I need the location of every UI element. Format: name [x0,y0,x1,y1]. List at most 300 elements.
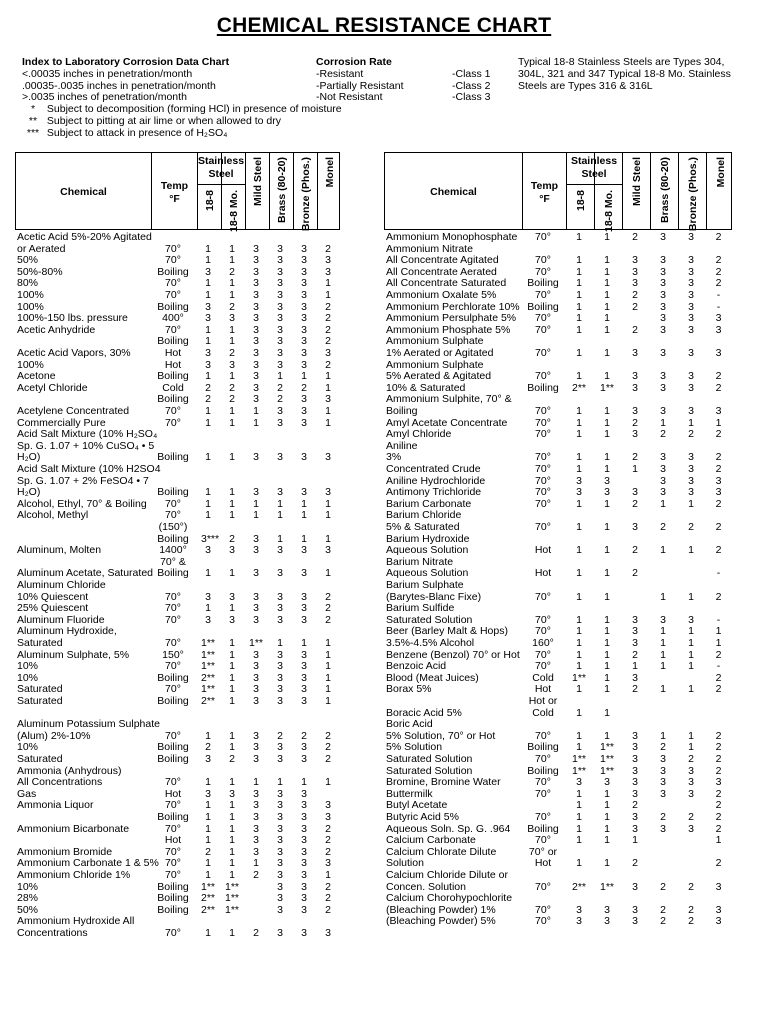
rating-cell: 1 [205,416,211,429]
rating-cell: 1 [604,312,610,325]
corrosion-legend [316,57,506,104]
chemical-name: 10% [17,741,39,754]
rating-cell: 1** [600,381,615,394]
chemical-name: (Bleaching Powder) 1% [386,903,496,916]
rating-cell: 1 [229,776,235,789]
temp-cell: 70° [165,822,181,835]
table-row [15,812,355,823]
rating-cell: 2 [301,381,307,394]
chemical-name: 5% Solution, 70° or Hot [386,729,496,742]
rating-cell: 3 [253,335,259,348]
rate-row: -Resistant -Class 1 [316,67,491,80]
header-mild-steel: Mild Steel [622,153,650,229]
rating-cell: 3 [632,347,638,359]
chemical-name: Saturated [17,637,63,649]
table-row [384,731,732,742]
table-row [15,336,355,347]
rating-cell: 2 [229,347,235,359]
temp-cell: 70° [535,613,551,626]
rating-cell: 3 [660,289,666,301]
temp-cell: 70° [165,776,181,789]
rating-cell: 1 [325,637,331,649]
table-row [384,824,732,835]
temp-cell: 70° [535,648,551,661]
rating-cell: 3*** [201,532,220,545]
rating-cell: 3 [301,451,307,464]
rating-cell: 1 [229,254,235,267]
rating-cell: 2 [325,741,331,754]
temp-cell: 70° [535,347,551,359]
rating-cell: 2 [325,845,331,858]
rating-cell: 3 [229,358,235,371]
rating-cell: 1 [229,857,235,870]
rating-cell: 3 [277,741,283,754]
rating-cell: 3 [660,613,666,626]
temp-cell: 70° [165,289,181,301]
chemical-name: 100% [17,358,44,371]
rating-cell: 3 [576,474,582,487]
rating-cell: 3 [576,915,582,928]
index-line: .00035-.0035 inches in penetration/month [22,79,216,92]
rating-cell: 2 [715,799,722,812]
rating-cell: 3 [277,416,283,429]
rating-cell: 1 [205,927,211,939]
rating-cell: 3 [301,289,307,301]
table-row [15,824,355,835]
rating-cell: 2 [660,915,666,928]
rating-cell: 3 [277,358,283,371]
rating-cell: - [716,567,721,580]
rating-cell: 1 [253,416,259,429]
chemical-name: Boric Acid [386,718,433,731]
rating-cell: 1 [632,463,638,475]
rating-cell: 1 [604,567,610,580]
chemical-name: Boracic Acid 5% [386,706,462,719]
rating-cell: 3 [632,405,638,417]
rating-cell: 2 [277,729,283,742]
rating-cell: 3 [205,347,211,359]
rating-cell: 1 [604,799,610,812]
rating-cell: 3 [253,358,259,371]
rating-cell: 2 [229,532,235,545]
rating-cell: 3 [660,323,666,336]
rating-cell: 2 [688,753,694,765]
chemical-name: 50% [17,254,39,267]
rating-cell: 1** [600,753,615,765]
table-row [15,545,355,556]
header-chemical: Chemical [430,186,477,198]
rating-cell: 1 [253,857,259,870]
chemical-name: Ammonium Oxalate 5% [386,289,497,301]
rating-cell: 3 [688,405,694,417]
rating-cell: 3 [253,544,259,557]
rating-cell: 1 [688,590,694,603]
rating-cell: 3 [253,300,259,313]
table-row [384,777,732,788]
rating-cell: 2 [715,428,722,441]
temp-cell: Hot [164,358,182,371]
rating-cell: 3 [205,544,211,557]
rating-cell: 1 [576,265,582,278]
rating-cell: 1 [205,405,211,417]
table-row [15,580,355,591]
rating-cell: 3 [253,532,259,545]
rating-cell: 1 [604,231,610,243]
table-row [384,568,732,579]
rating-cell: 1 [688,637,694,649]
rating-cell: 2 [715,729,722,742]
rating-cell: 3 [301,486,307,499]
chemical-name: Amyl Acetate Concentrate [386,416,508,429]
table-row [15,673,355,684]
table-row [384,302,732,313]
rating-cell: 3 [688,381,694,394]
rating-cell: 3 [576,903,582,916]
table-row [15,290,355,301]
rating-cell: 1 [325,671,331,684]
rating-cell: 3 [301,648,307,661]
rating-cell: 1 [604,277,610,290]
table-row [15,487,355,498]
rating-cell: 3 [277,544,283,557]
table-row [15,847,355,858]
rating-cell: 2 [632,567,638,580]
table-row [384,870,732,881]
chemical-name: Acetone [17,370,56,383]
chemical-name: 10% & Saturated [386,381,466,394]
rating-cell: 3 [277,857,283,870]
temp-cell: 400° [162,312,184,325]
rating-cell: 3 [325,486,331,499]
rating-cell: 3 [715,903,722,916]
rating-cell: 3 [301,393,307,406]
rating-cell: 1 [205,869,211,881]
header-18-8: 18-8 [566,153,594,229]
rating-cell: 3 [205,312,211,325]
header-bronze: Bronze (Phos.) [293,153,317,229]
chemical-name: All Concentrate Agitated [386,254,499,267]
rating-cell: 1** [225,892,240,905]
temp-cell: 70° [535,811,551,823]
rating-cell: 3 [688,776,694,789]
table-row [15,800,355,811]
rating-cell: 3 [253,393,259,406]
rating-cell: 1 [277,497,283,510]
chemical-name: Calcium Chlorate Dilute [386,845,497,858]
chemical-name: Aluminum Potassium Sulphate [17,718,160,731]
chemical-name: Acetic Anhydride [17,323,96,336]
rating-cell: 2 [715,265,722,278]
temp-cell: 70° [165,254,181,267]
table-row [15,661,355,672]
temp-cell: 70° [535,265,551,278]
rating-cell: 1 [229,289,235,301]
rating-cell: 2 [660,428,666,441]
rating-cell: 1 [576,463,582,475]
rating-cell: 3 [253,683,259,696]
temp-cell: 70° or [528,845,558,858]
rating-cell: 1 [253,509,259,522]
table-row [15,592,355,603]
temp-cell: 70° [535,729,551,742]
chemical-name: Sp. G. 1.07 + 10% CuSO₄ • 5 [17,439,155,452]
temp-cell: 70° [535,903,551,916]
rating-cell: 3 [325,393,331,406]
rating-cell: 3 [715,915,722,928]
rating-cell: 3 [301,602,307,615]
temp-cell: Cold [162,381,184,394]
rating-cell: 3 [253,590,259,603]
temp-cell: 70° [535,254,551,267]
rating-cell: 1 [205,254,211,267]
chemical-name: Aniline [386,439,418,452]
table-row [384,650,732,661]
rating-cell: 3 [277,927,283,939]
rating-cell: 1 [604,451,610,464]
table-row [15,418,355,429]
rating-cell: 3 [277,845,283,858]
rating-cell: 3 [325,451,331,464]
chemical-name: All Concentrate Aerated [386,265,497,278]
temp-cell: 70° [535,416,551,429]
rating-cell: 1 [688,497,694,510]
rating-cell: 3 [277,695,283,707]
chemical-name: Ammonium Sulphate [386,358,484,371]
temp-cell: 70° & [160,555,186,568]
rating-cell: 3 [688,370,694,383]
chemical-name: 50%-80% [17,265,63,278]
temp-cell: 70° [535,834,551,847]
rating-cell: 3 [632,822,638,835]
temp-cell: Boiling [527,381,559,394]
rating-cell: 1 [205,242,211,255]
rating-cell: - [716,660,721,673]
rating-cell: 3 [301,903,307,916]
rating-cell: 3 [253,381,259,394]
rating-cell: 1** [600,880,615,893]
chemical-name: H₂O) [17,486,41,499]
temp-cell: 70° [535,915,551,928]
table-row [384,429,732,440]
temp-cell: 70° [535,323,551,336]
table-row [384,394,732,405]
rating-cell: - [716,613,721,626]
rating-cell: 3 [301,834,307,847]
temp-cell: Boiling [157,695,189,707]
rating-cell: 1 [205,323,211,336]
rating-cell: 3 [632,486,638,499]
rating-cell: 3 [277,822,283,835]
rate-row: -Not Resistant -Class 3 [316,91,491,104]
chemical-name: H₂O) [17,451,41,464]
chemical-name: Calcium Carbonate [386,834,476,847]
chemical-name: Ammonium Nitrate [386,242,473,255]
table-header [15,152,340,233]
table-row [15,499,355,510]
rating-cell: 1 [576,254,582,267]
rating-cell: 1 [576,323,582,336]
temp-cell: 70° [165,613,181,626]
table-row [384,313,732,324]
rating-cell: 1 [325,370,331,383]
rating-cell: 3 [325,799,331,812]
chemical-name: Acetyl Chloride [17,381,88,394]
chemical-name: Sp. G. 1.07 + 2% FeSO4 • 7 [17,474,149,487]
rating-cell: 1 [277,776,283,789]
table-row [384,476,732,487]
rating-cell: 2 [301,729,307,742]
rating-cell: 2 [688,811,694,823]
chemical-name: Boiling [386,405,418,417]
table-row [384,835,732,846]
rating-cell: 2 [277,393,283,406]
rating-cell: 3 [688,463,694,475]
chemical-name: Benzene (Benzol) 70° or Hot [386,648,520,661]
rating-cell: 3 [253,822,259,835]
temp-cell: Hot or [528,695,558,707]
rating-cell: 3 [205,358,211,371]
table-row [15,754,355,765]
rating-cell: 1 [604,590,610,603]
temp-cell: Boiling [157,903,189,916]
rating-cell: 2 [660,741,666,754]
table-row [15,777,355,788]
rating-cell: 1 [205,822,211,835]
rating-cell: 1 [576,741,582,754]
rating-cell: 2 [715,463,722,475]
rating-cell: 3 [715,474,722,487]
rating-cell: 3 [660,405,666,417]
rating-cell: 3 [277,254,283,267]
rating-cell: 1 [632,660,638,673]
rating-cell: 1 [688,544,694,557]
table-row [15,789,355,800]
rating-cell: 3 [660,370,666,383]
table-row [384,255,732,266]
chemical-name: 10% [17,671,39,684]
rating-cell: 1 [660,637,666,649]
rating-cell: 3 [688,289,694,301]
chemical-name: Ammonium Monophosphate [386,231,518,243]
table-row [384,406,732,417]
rating-cell: 2 [715,671,722,684]
rating-cell: 3 [253,834,259,847]
table-row [15,731,355,742]
rating-cell: 1 [205,776,211,789]
rating-cell: 1 [325,277,331,290]
chemical-name: or Aerated [17,242,66,255]
chemical-name: 10% [17,880,39,893]
rating-cell: 1 [604,497,610,510]
rating-cell: 3 [277,265,283,278]
table-row [15,568,355,579]
table-row [15,452,355,463]
rating-cell: 1 [229,927,235,939]
table-row [15,905,355,916]
header-stainless-steel: Stainless Steel [197,153,245,185]
rating-cell: 3 [253,671,259,684]
rating-cell: 3 [277,613,283,626]
rating-cell: 1 [604,822,610,835]
rating-cell: 1 [576,544,582,557]
rating-cell: 3 [253,648,259,661]
rating-cell: 3 [604,903,610,916]
rating-cell: 1 [325,648,331,661]
temp-cell: 1400° [159,544,187,557]
rating-cell: 2 [660,811,666,823]
table-row [15,626,355,637]
table-row [384,603,732,614]
rating-cell: 1 [604,405,610,417]
rating-cell: 1 [301,532,307,545]
rating-cell: 2 [632,300,638,313]
rating-cell: 1 [205,486,211,499]
temp-cell: Boiling [527,741,559,754]
rating-cell: 2 [325,300,331,313]
rating-cell: 1 [604,323,610,336]
rating-cell: 3 [660,776,666,789]
temp-cell: 70° [535,776,551,789]
table-row [15,255,355,266]
rating-cell: 3 [632,753,638,765]
temp-cell: Hot [534,683,552,696]
rating-cell: 1 [576,822,582,835]
rating-cell: 3 [301,892,307,905]
temp-cell: 70° [165,509,181,522]
chemical-name: (Barytes-Blanc Fixe) [386,590,482,603]
chemical-name: Ammonium Perchlorate 10% [386,300,520,313]
rating-cell: 1 [604,648,610,661]
rating-cell: 1 [229,811,235,823]
rating-cell: 3 [229,544,235,557]
rating-cell: 1 [604,625,610,638]
rating-cell: 2** [201,892,216,905]
rating-cell: 3 [301,254,307,267]
rating-cell: 1 [576,683,582,696]
rating-cell: 3 [277,335,283,348]
rating-cell: 3 [205,613,211,626]
table-row [15,893,355,904]
chemical-name: Saturated Solution [386,764,473,777]
rating-cell: 2 [325,880,331,893]
temp-cell: 70° [535,880,551,893]
rating-cell: 3 [632,811,638,823]
table-row [384,661,732,672]
table-row [384,278,732,289]
rating-cell: 2 [688,428,694,441]
rating-cell: 3 [205,265,211,278]
rating-cell: 1 [604,254,610,267]
table-row [15,870,355,881]
rating-cell: 3 [632,776,638,789]
rating-cell: 3 [253,845,259,858]
rating-cell: 3 [660,753,666,765]
rating-cell: 3 [632,428,638,441]
rating-cell: 1 [325,683,331,696]
rating-cell: 3 [688,787,694,800]
table-row [15,534,355,545]
rating-cell: 1 [325,497,331,510]
rating-cell: 1 [301,637,307,649]
header-18-8-mo: 18-8 Mo. [594,153,622,229]
rating-cell: 3 [301,544,307,557]
rating-cell: 1** [201,683,216,696]
rating-cell: 1 [229,741,235,754]
rating-cell: 1 [576,451,582,464]
rating-cell: 3 [301,927,307,939]
rating-cell: 1 [688,741,694,754]
table-row [15,522,355,533]
